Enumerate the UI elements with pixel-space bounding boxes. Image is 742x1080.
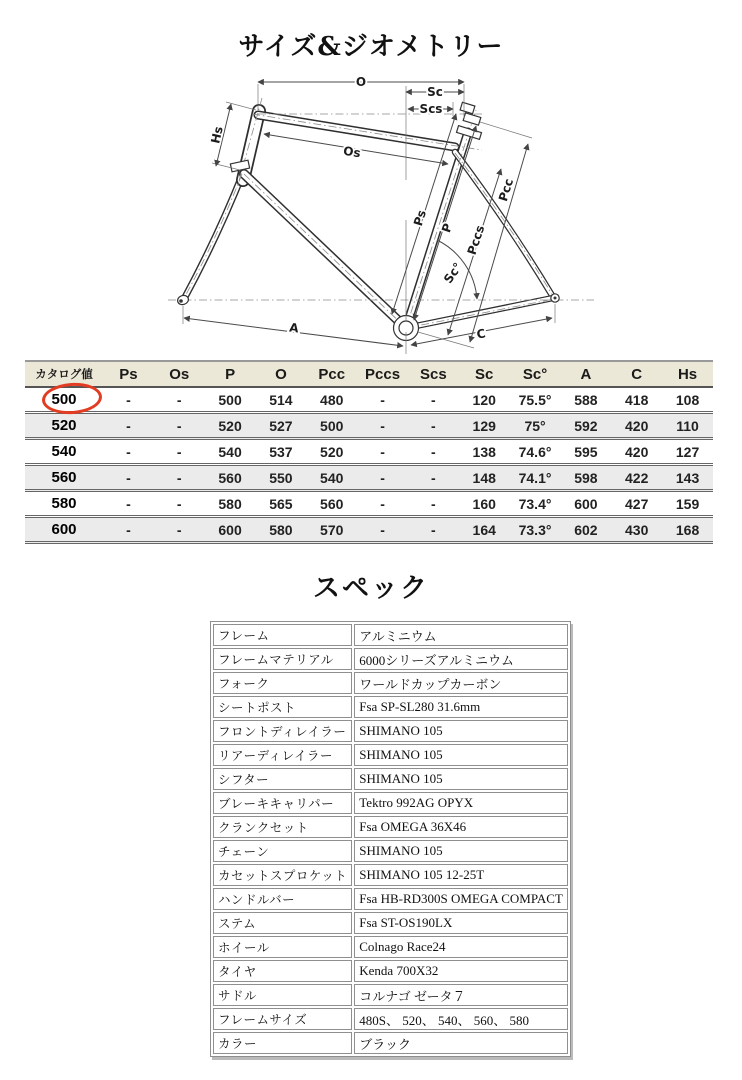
rear-axle — [554, 297, 557, 300]
geometry-cell: - — [103, 439, 154, 465]
geometry-cell: 520 — [306, 439, 357, 465]
geometry-cell: 540 — [205, 439, 256, 465]
spec-label: フレーム — [213, 624, 352, 646]
geometry-col-header-7: Scs — [408, 361, 459, 387]
geometry-col-header-8: Sc — [459, 361, 510, 387]
geometry-cell: 600 — [205, 517, 256, 543]
geometry-cell: 75.5° — [510, 387, 561, 413]
geometry-cell: 75° — [510, 413, 561, 439]
geometry-cell: 418 — [611, 387, 662, 413]
spec-row — [213, 864, 568, 886]
geometry-table — [25, 360, 713, 544]
geometry-cell: 108 — [662, 387, 713, 413]
spec-row — [213, 960, 568, 982]
geometry-cell: - — [154, 439, 205, 465]
spec-value: Colnago Race24 — [354, 936, 568, 958]
geometry-cell: 127 — [662, 439, 713, 465]
saddle-clamp-top — [460, 102, 475, 113]
geometry-cell: 580 — [205, 491, 256, 517]
spec-row — [213, 912, 568, 934]
front-axle — [179, 299, 183, 303]
frame-geometry-diagram — [160, 70, 602, 362]
geometry-cell: 500 — [205, 387, 256, 413]
geometry-cell: 120 — [459, 387, 510, 413]
geometry-col-header-10: A — [560, 361, 611, 387]
geometry-header-row — [25, 361, 713, 387]
spec-value: SHIMANO 105 — [354, 744, 568, 766]
geometry-cell: 520 — [205, 413, 256, 439]
geometry-cell: 537 — [255, 439, 306, 465]
spec-value: SHIMANO 105 — [354, 840, 568, 862]
spec-label: フォーク — [213, 672, 352, 694]
spec-section-title: スペック — [313, 573, 429, 604]
geometry-cell: - — [357, 465, 408, 491]
geometry-cell: - — [154, 413, 205, 439]
geometry-cell: 580 — [255, 517, 306, 543]
geometry-row-540 — [25, 439, 713, 465]
geometry-cell: 138 — [459, 439, 510, 465]
geometry-cell: - — [357, 491, 408, 517]
geometry-cell: 527 — [255, 413, 306, 439]
geometry-cell: 565 — [255, 491, 306, 517]
spec-label: リアーディレイラー — [213, 744, 352, 766]
geometry-row-500 — [25, 387, 713, 413]
spec-label: ハンドルバー — [213, 888, 352, 910]
spec-value: Kenda 700X32 — [354, 960, 568, 982]
geometry-table-body — [25, 387, 713, 543]
spec-table — [210, 621, 571, 1057]
geometry-cell: 420 — [611, 413, 662, 439]
spec-row — [213, 648, 568, 670]
geometry-col-header-12: Hs — [662, 361, 713, 387]
geometry-col-header-9: Sc° — [510, 361, 561, 387]
spec-row — [213, 768, 568, 790]
spec-value: コルナゴ ゼータ７ — [354, 984, 568, 1006]
geometry-cell: - — [408, 517, 459, 543]
geometry-cell: - — [408, 439, 459, 465]
geometry-cell: 540 — [306, 465, 357, 491]
spec-value: ワールドカップカーボン — [354, 672, 568, 694]
spec-label: カラー — [213, 1032, 352, 1054]
frame-tubes — [184, 111, 553, 328]
geometry-table-head — [25, 361, 713, 387]
geometry-row-580 — [25, 491, 713, 517]
spec-label: クランクセット — [213, 816, 352, 838]
geometry-cell: 550 — [255, 465, 306, 491]
geometry-cell: 74.1° — [510, 465, 561, 491]
label-Os: Os — [342, 143, 362, 161]
geometry-cell: 480 — [306, 387, 357, 413]
geometry-cell: 580 — [25, 491, 103, 517]
spec-row — [213, 816, 568, 838]
geometry-cell: 540 — [25, 439, 103, 465]
geometry-cell: - — [154, 517, 205, 543]
spec-row — [213, 624, 568, 646]
geometry-cell: - — [103, 465, 154, 491]
spec-row — [213, 1032, 568, 1054]
spec-value: Tektro 992AG OPYX — [354, 792, 568, 814]
spec-value: ブラック — [354, 1032, 568, 1054]
spec-value: 480S、 520、 540、 560、 580 — [354, 1008, 568, 1030]
spec-table-body — [213, 624, 568, 1054]
geometry-cell: 560 — [25, 465, 103, 491]
label-Hs: Hs — [208, 125, 226, 145]
label-C: C — [475, 326, 487, 342]
geometry-cell: - — [103, 413, 154, 439]
label-Pccs: Pccs — [464, 223, 488, 257]
spec-row — [213, 888, 568, 910]
label-Sc-deg: Sc° — [441, 260, 465, 286]
label-O: O — [355, 75, 367, 89]
geometry-cell: - — [103, 517, 154, 543]
geometry-row-560 — [25, 465, 713, 491]
geometry-cell: - — [408, 413, 459, 439]
spec-value: 6000シリーズアルミニウム — [354, 648, 568, 670]
geometry-col-header-2: Os — [154, 361, 205, 387]
geometry-col-header-0: カタログ値 — [25, 361, 103, 387]
spec-row — [213, 936, 568, 958]
geometry-cell: 500 — [25, 387, 103, 413]
geometry-cell: 160 — [459, 491, 510, 517]
geometry-cell: 164 — [459, 517, 510, 543]
spec-row — [213, 672, 568, 694]
geometry-cell: 168 — [662, 517, 713, 543]
geometry-cell: 600 — [560, 491, 611, 517]
geometry-cell: 143 — [662, 465, 713, 491]
geometry-cell: 110 — [662, 413, 713, 439]
label-Ps: Ps — [411, 208, 429, 228]
geometry-cell: - — [357, 387, 408, 413]
spec-label: タイヤ — [213, 960, 352, 982]
geometry-cell: 595 — [560, 439, 611, 465]
geometry-cell: - — [154, 491, 205, 517]
geometry-col-header-1: Ps — [103, 361, 154, 387]
spec-value: Fsa HB-RD300S OMEGA COMPACT — [354, 888, 568, 910]
geometry-cell: 570 — [306, 517, 357, 543]
geometry-cell: 73.4° — [510, 491, 561, 517]
label-A: A — [288, 320, 300, 336]
spec-value: SHIMANO 105 — [354, 720, 568, 742]
geometry-cell: 514 — [255, 387, 306, 413]
spec-row — [213, 720, 568, 742]
spec-label: ステム — [213, 912, 352, 934]
spec-label: チェーン — [213, 840, 352, 862]
geometry-col-header-4: O — [255, 361, 306, 387]
geometry-cell: - — [103, 491, 154, 517]
geometry-cell: 74.6° — [510, 439, 561, 465]
spec-label: シートポスト — [213, 696, 352, 718]
spec-row — [213, 1008, 568, 1030]
geometry-cell: 430 — [611, 517, 662, 543]
spec-row — [213, 840, 568, 862]
spec-value: SHIMANO 105 — [354, 768, 568, 790]
geometry-col-header-6: Pccs — [357, 361, 408, 387]
spec-label: フレームサイズ — [213, 1008, 352, 1030]
spec-label: フレームマテリアル — [213, 648, 352, 670]
spec-value: アルミニウム — [354, 624, 568, 646]
geometry-cell: 500 — [306, 413, 357, 439]
geometry-cell: - — [408, 465, 459, 491]
geometry-cell: - — [103, 387, 154, 413]
geometry-cell: 148 — [459, 465, 510, 491]
label-Pcc: Pcc — [495, 176, 517, 204]
geometry-row-520 — [25, 413, 713, 439]
spec-value: SHIMANO 105 12-25T — [354, 864, 568, 886]
geometry-cell: - — [154, 465, 205, 491]
geometry-cell: 159 — [662, 491, 713, 517]
geometry-cell: - — [357, 413, 408, 439]
geometry-cell: 588 — [560, 387, 611, 413]
spec-label: フロントディレイラー — [213, 720, 352, 742]
geometry-cell: 560 — [205, 465, 256, 491]
geometry-row-600 — [25, 517, 713, 543]
geometry-cell: 520 — [25, 413, 103, 439]
geometry-cell: 600 — [25, 517, 103, 543]
spec-label: サドル — [213, 984, 352, 1006]
spec-row — [213, 984, 568, 1006]
geometry-cell: 560 — [306, 491, 357, 517]
geometry-cell: 129 — [459, 413, 510, 439]
geometry-col-header-3: P — [205, 361, 256, 387]
geometry-cell: 427 — [611, 491, 662, 517]
geometry-cell: 422 — [611, 465, 662, 491]
geometry-cell: - — [357, 517, 408, 543]
spec-label: カセットスプロケット — [213, 864, 352, 886]
spec-label: ホイール — [213, 936, 352, 958]
geometry-cell: - — [357, 439, 408, 465]
spec-row — [213, 744, 568, 766]
geometry-col-header-11: C — [611, 361, 662, 387]
label-P: P — [438, 221, 456, 235]
geometry-cell: 420 — [611, 439, 662, 465]
spec-label: ブレーキキャリパー — [213, 792, 352, 814]
saddle-clamp-bottom — [463, 113, 481, 125]
geometry-section-title: サイズ&ジオメトリー — [238, 32, 504, 62]
spec-row — [213, 696, 568, 718]
geometry-col-header-5: Pcc — [306, 361, 357, 387]
spec-value: Fsa OMEGA 36X46 — [354, 816, 568, 838]
geometry-cell: 602 — [560, 517, 611, 543]
geometry-cell: 598 — [560, 465, 611, 491]
geometry-cell: - — [408, 387, 459, 413]
label-Scs: Scs — [419, 102, 443, 116]
geometry-cell: 73.3° — [510, 517, 561, 543]
geometry-cell: - — [154, 387, 205, 413]
spec-value: Fsa ST-OS190LX — [354, 912, 568, 934]
geometry-cell: 592 — [560, 413, 611, 439]
spec-label: シフター — [213, 768, 352, 790]
spec-value: Fsa SP-SL280 31.6mm — [354, 696, 568, 718]
geometry-cell: - — [408, 491, 459, 517]
label-Sc: Sc — [427, 85, 443, 99]
spec-row — [213, 792, 568, 814]
